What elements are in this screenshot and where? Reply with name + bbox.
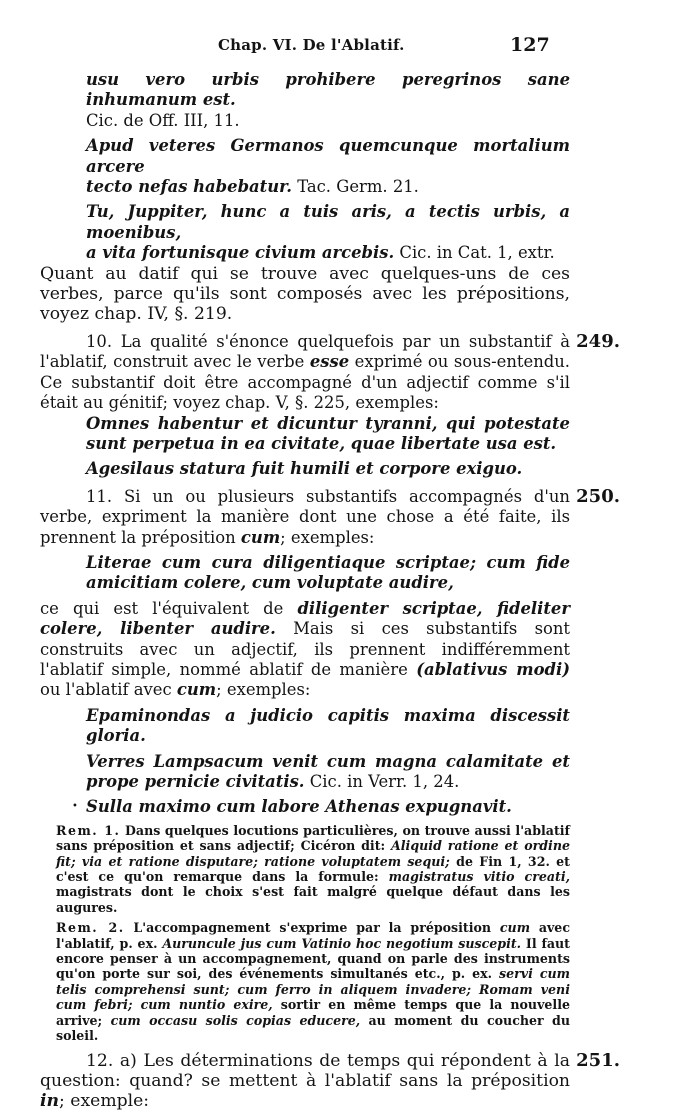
- section-249: [40, 330, 620, 414]
- margin-number: 251.: [576, 1049, 620, 1071]
- section-251: [40, 1049, 620, 1112]
- remark-2: Rem. 2. L'accompagnement s'exprime par la préposition cum avec l'ablatif, p. ex. Auruncule jus cum Vatinio hoc negotium suscepit. Il faut encore penser à un accompagnement, quand on parle des instruments qu'on porte sur soi, des événements simultanés etc., p. ex. servi cum telis comprehensi sunt; cum ferro in aliquem invadere; Romam veni cum febri; cum nuntio exire, sortir en même temps que la nouvelle arrive; cum occasu solis copias educere, au moment du coucher du soleil.: [56, 920, 571, 1044]
- example-line: usu vero urbis prohibere peregrinos sane inhumanum est.: [86, 70, 570, 110]
- example-with-bullet: [40, 797, 570, 817]
- page-number: 127: [510, 34, 550, 56]
- section-text: 12. a) Les déterminations de temps qui répondent à la question: quand? se mettent à l'ablatif sans la préposition in; exemple:: [40, 1050, 570, 1112]
- example-line: Tu, Juppiter, hunc a tuis aris, a tectis urbis, a moenibus,: [86, 202, 570, 242]
- example-line: Apud veteres Germanos quemcunque mortalium arcere: [86, 136, 570, 176]
- example-line: a vita fortunisque civium arcebis. Cic. in Cat. 1, extr.: [86, 243, 555, 263]
- section-text: 10. La qualité s'énonce quelquefois par un substantif à l'ablatif, construit avec le verbe esse exprimé ou sous-entendu. Ce substantif doit être accompagné d'un adjectif comme s'il était au génitif; voyez chap. V, §. 225, exemples:: [40, 331, 571, 413]
- margin-number: 249.: [576, 330, 620, 352]
- example-line: tecto nefas habebatur. Tac. Germ. 21.: [86, 177, 419, 197]
- section-text: ce qui est l'équivalent de diligenter scriptae, fideliter colere, libenter audire. Mais si ces substantifs sont construits avec un adjectif, ils prennent indifféremment l'ablatif simple, nommé ablatif de manière (ablativus modi) ou l'ablatif avec cum; exemples:: [40, 598, 571, 700]
- example-line: Sulla maximo cum labore Athenas expugnavit.: [86, 797, 512, 817]
- bullet-mark: •: [72, 801, 78, 813]
- running-title: Chap. VI. De l'Ablatif.: [218, 36, 405, 54]
- section-250: [40, 485, 620, 548]
- example-line: Verres Lampsacum venit cum magna calamitate et prope pernicie civitatis. Cic. in Verr. 1, 24.: [86, 751, 570, 791]
- page-body: [40, 70, 620, 1112]
- page-header: [0, 34, 692, 58]
- example-line: Agesilaus statura fuit humili et corpore exiguo.: [86, 459, 523, 479]
- paragraph-datif: Quant au datif qui se trouve avec quelques-uns de ces verbes, parce qu'ils sont composés avec les prépositions, voyez chap. IV, §. 219.: [40, 263, 570, 325]
- example-line: Literae cum cura diligentiaque scriptae; cum fide amicitiam colere, cum voluptate audire,: [86, 552, 570, 593]
- remark-1: Rem. 1. Dans quelques locutions particulières, on trouve aussi l'ablatif sans préposition et sans adjectif; Cicéron dit: Aliquid ratione et ordine fit; via et ratione disputare; ratione voluptatem sequi; de Fin 1, 32. et c'est ce qu'on remarque dans la formule: magistratus vitio creati, magistrats dont le choix s'est fait malgré quelque défaut dans les augures.: [56, 822, 570, 915]
- section-text: 11. Si un ou plusieurs substantifs accompagnés d'un verbe, expriment la manière dont une chose a été faite, ils prennent la préposition cum; exemples:: [40, 486, 570, 547]
- citation: Cic. de Off. III, 11.: [86, 110, 240, 130]
- example-line: Epaminondas a judicio capitis maxima discessit gloria.: [86, 705, 570, 746]
- margin-number: 250.: [576, 485, 620, 507]
- example-line: Omnes habentur et dicuntur tyranni, qui potestate sunt perpetua in ea civitate, quae libertate usa est.: [86, 413, 570, 453]
